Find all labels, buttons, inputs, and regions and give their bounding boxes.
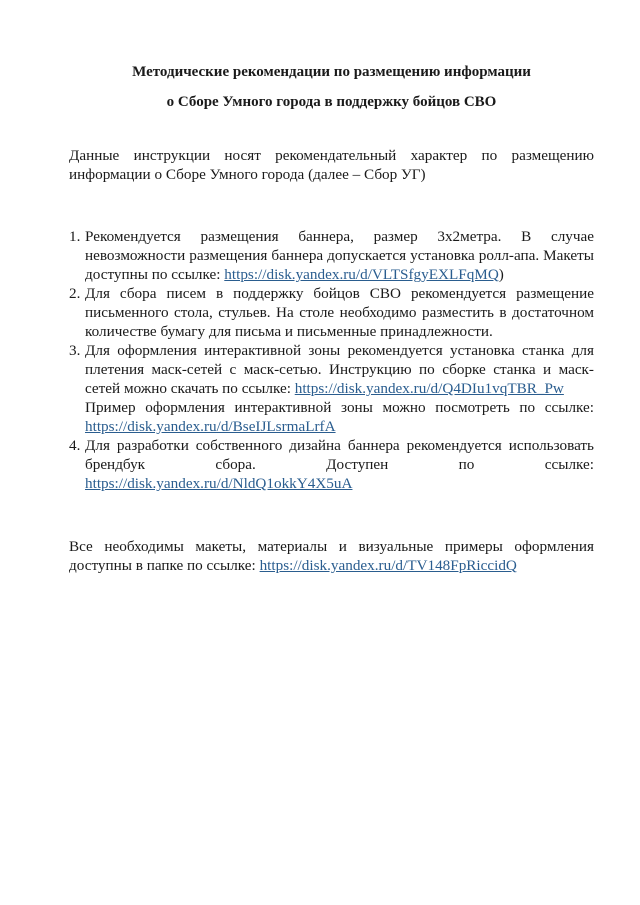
list-item-number: 2. (69, 285, 81, 302)
document-title-line-1: Методические рекомендации по размещению информации (132, 64, 531, 80)
interactive-zone-example-link[interactable]: https://disk.yandex.ru/d/BseIJLsrmaLrfA (85, 418, 336, 435)
list-item-body: Пример оформления интерактивной зоны можно посмотреть по ссылке: (85, 399, 594, 416)
intro-paragraph: Данные инструкции носят рекомендательный характер по размещению информации о Сборе Умного города (далее – Сбор УГ) (69, 147, 594, 183)
outro-paragraph (69, 537, 594, 575)
list-item-text (85, 436, 594, 493)
list-item-text-secondary (85, 398, 594, 436)
list-item-tail: ) (498, 266, 504, 283)
list-item (69, 284, 594, 341)
list-item (69, 341, 594, 436)
list-item-number: 4. (69, 437, 81, 454)
list-item-number: 1. (69, 228, 81, 245)
list-item (69, 436, 594, 493)
list-item-body: Для оформления интерактивной зоны рекомендуется установка станка для плетения маск-сетей с маск-сетью. Инструкцию по сборке станка и маск-сетей можно скачать по ссылке: (85, 342, 594, 397)
brandbook-link[interactable]: https://disk.yandex.ru/d/NldQ1okkY4X5uA (85, 475, 353, 492)
banner-mockups-link[interactable]: https://disk.yandex.ru/d/VLTSfgyEXLFqMQ (224, 266, 499, 283)
list-item-text: Для сбора писем в поддержку бойцов СВО рекомендуется размещение письменного стола, стульев. На столе необходимо разместить в достаточном количестве бумагу для письма и письменные принадлежности. (85, 285, 594, 340)
list-item-text (85, 341, 594, 398)
list-item-text (85, 227, 594, 284)
outro-text: Все необходимы макеты, материалы и визуальные примеры оформления доступны в папке по ссылке: (69, 538, 594, 574)
materials-folder-link[interactable]: https://disk.yandex.ru/d/TV148FpRiccidQ (259, 557, 517, 574)
document-title-line-2: о Сборе Умного города в поддержку бойцов СВО (166, 94, 497, 110)
list-item-body: Рекомендуется размещения баннера, размер 3х2метра. В случае невозможности размещения баннера допускается установка ролл-апа. Макеты доступны по ссылке: (85, 228, 594, 283)
recommendations-list (69, 227, 594, 493)
list-item-body: Для разработки собственного дизайна баннера рекомендуется использовать брендбук сбора. Доступен по ссылке: (85, 437, 594, 473)
list-item (69, 227, 594, 284)
list-item-number: 3. (69, 342, 81, 359)
net-loom-instructions-link[interactable]: https://disk.yandex.ru/d/Q4DIu1vqTBR_Pw (294, 380, 564, 397)
